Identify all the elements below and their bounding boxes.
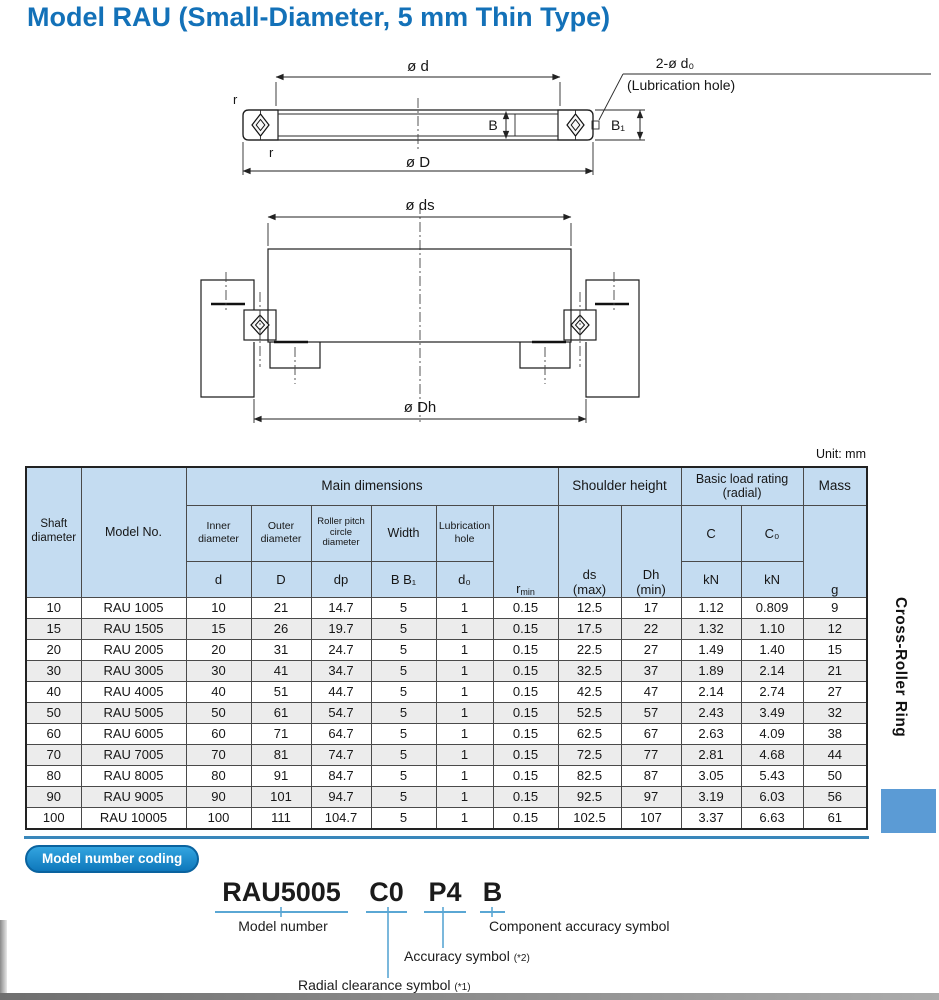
table-cell: 5 <box>371 765 436 786</box>
col-header-c: C <box>681 505 741 561</box>
accuracy-caption-text: Accuracy symbol <box>404 948 510 964</box>
table-cell: 102.5 <box>558 807 621 829</box>
table-cell: 5 <box>371 786 436 807</box>
table-cell: 27 <box>621 639 681 660</box>
dh-min-note: (min) <box>636 581 666 597</box>
table-cell: 21 <box>803 660 867 681</box>
table-cell: 12.5 <box>558 597 621 618</box>
table-cell: RAU 8005 <box>81 765 186 786</box>
dim-label-ds: ø ds <box>405 197 435 214</box>
col-header-grams: g <box>803 505 867 597</box>
component-accuracy-caption: Component accuracy symbol <box>489 918 670 934</box>
table-row <box>26 786 867 807</box>
model-number-coding-badge: Model number coding <box>25 845 199 873</box>
accuracy-caption-note: (*2) <box>513 953 530 964</box>
table-cell: 64.7 <box>311 723 371 744</box>
table-cell: RAU 6005 <box>81 723 186 744</box>
table-cell: 1.10 <box>741 618 803 639</box>
table-cell: 15 <box>26 618 81 639</box>
table-cell: 2.81 <box>681 744 741 765</box>
model-number-caption: Model number <box>238 918 328 934</box>
table-cell: 50 <box>186 702 251 723</box>
dim-label-d: ø d <box>407 58 429 75</box>
table-cell: 10 <box>26 597 81 618</box>
table-cell: 70 <box>26 744 81 765</box>
table-row <box>26 765 867 786</box>
table-cell: 0.15 <box>493 765 558 786</box>
table-cell: 82.5 <box>558 765 621 786</box>
table-cell: 5 <box>371 681 436 702</box>
table-cell: 3.49 <box>741 702 803 723</box>
table-cell: 5 <box>371 597 436 618</box>
unit-label: Unit: mm <box>816 447 866 461</box>
spec-table-body <box>26 597 867 829</box>
table-cell: 40 <box>186 681 251 702</box>
spec-table-wrap <box>25 466 868 830</box>
spec-table <box>25 466 868 830</box>
model-code-segment-component: B <box>480 877 505 913</box>
table-cell: 20 <box>26 639 81 660</box>
roller-symbol-right <box>567 110 584 140</box>
table-cell: RAU 1505 <box>81 618 186 639</box>
table-row <box>26 681 867 702</box>
table-cell: 4.68 <box>741 744 803 765</box>
table-cell: 0.15 <box>493 744 558 765</box>
table-cell: 17 <box>621 597 681 618</box>
table-cell: 47 <box>621 681 681 702</box>
col-header-shoulder-height: Shoulder height <box>558 467 681 505</box>
table-cell: 10 <box>186 597 251 618</box>
col-header-shaft-diameter: Shaft diameter <box>26 467 81 597</box>
table-cell: 9 <box>803 597 867 618</box>
table-cell: 2.74 <box>741 681 803 702</box>
table-cell: 0.15 <box>493 639 558 660</box>
table-cell: 77 <box>621 744 681 765</box>
table-cell: 104.7 <box>311 807 371 829</box>
dim-label-D: ø D <box>405 154 431 171</box>
table-cell: 50 <box>26 702 81 723</box>
table-cell: 32 <box>803 702 867 723</box>
table-cell: 37 <box>621 660 681 681</box>
table-cell: 1.49 <box>681 639 741 660</box>
table-cell: 60 <box>186 723 251 744</box>
table-cell: 5 <box>371 723 436 744</box>
table-cell: 2.43 <box>681 702 741 723</box>
table-cell: 17.5 <box>558 618 621 639</box>
table-cell: 12 <box>803 618 867 639</box>
table-cell: 1.32 <box>681 618 741 639</box>
table-cell: 61 <box>803 807 867 829</box>
model-code-segment-clearance: C0 <box>366 877 407 913</box>
table-cell: 30 <box>186 660 251 681</box>
table-cell: 1 <box>436 807 493 829</box>
table-cell: 15 <box>803 639 867 660</box>
table-cell: 6.63 <box>741 807 803 829</box>
table-cell: 91 <box>251 765 311 786</box>
ds-max-note: (max) <box>572 581 607 597</box>
table-cell: 90 <box>186 786 251 807</box>
ring-cross-section-diagram <box>225 40 939 190</box>
table-cell: 1.89 <box>681 660 741 681</box>
radial-caption-text: Radial clearance symbol <box>298 977 451 993</box>
table-cell: 54.7 <box>311 702 371 723</box>
table-cell: 2.14 <box>681 681 741 702</box>
table-cell: RAU 10005 <box>81 807 186 829</box>
radial-caption-note: (*1) <box>454 982 471 993</box>
table-row <box>26 639 867 660</box>
table-cell: 1 <box>436 639 493 660</box>
table-cell: 5 <box>371 807 436 829</box>
table-cell: 1 <box>436 744 493 765</box>
table-cell: 0.809 <box>741 597 803 618</box>
col-header-model-no: Model No. <box>81 467 186 597</box>
table-cell: 5 <box>371 618 436 639</box>
roller-symbol-left <box>252 110 269 140</box>
table-cell: 3.05 <box>681 765 741 786</box>
table-cell: 61 <box>251 702 311 723</box>
col-header-lubrication-hole: Lubrication hole <box>436 505 493 561</box>
accuracy-caption <box>404 948 530 964</box>
lube-hole-label: 2-ø d₀ <box>655 55 695 71</box>
page-edge-shadow <box>0 993 939 1000</box>
table-cell: 60 <box>26 723 81 744</box>
model-code-segment-model: RAU5005 <box>215 877 348 913</box>
table-row <box>26 807 867 829</box>
table-cell: 44 <box>803 744 867 765</box>
table-cell: 80 <box>26 765 81 786</box>
table-cell: 0.15 <box>493 660 558 681</box>
table-cell: 1 <box>436 597 493 618</box>
table-cell: 22.5 <box>558 639 621 660</box>
table-cell: 44.7 <box>311 681 371 702</box>
dim-label-B: B <box>488 117 498 133</box>
col-header-ds-max <box>558 505 621 597</box>
table-cell: 87 <box>621 765 681 786</box>
table-cell: 111 <box>251 807 311 829</box>
table-cell: 1 <box>436 660 493 681</box>
table-row <box>26 702 867 723</box>
r-label-top: r <box>233 92 238 107</box>
table-cell: 14.7 <box>311 597 371 618</box>
table-cell: RAU 2005 <box>81 639 186 660</box>
table-cell: 15 <box>186 618 251 639</box>
table-cell: 71 <box>251 723 311 744</box>
side-tab-marker <box>881 789 936 833</box>
table-cell: 0.15 <box>493 702 558 723</box>
table-cell: 62.5 <box>558 723 621 744</box>
table-row <box>26 744 867 765</box>
table-cell: 2.14 <box>741 660 803 681</box>
table-cell: 67 <box>621 723 681 744</box>
table-cell: 50 <box>803 765 867 786</box>
table-cell: 84.7 <box>311 765 371 786</box>
table-cell: 40 <box>26 681 81 702</box>
table-cell: 34.7 <box>311 660 371 681</box>
table-row <box>26 618 867 639</box>
table-cell: 31 <box>251 639 311 660</box>
table-cell: RAU 4005 <box>81 681 186 702</box>
r-label-bottom: r <box>269 145 274 160</box>
table-cell: 30 <box>26 660 81 681</box>
side-tab-label: Cross-Roller Ring <box>892 597 909 738</box>
table-cell: 22 <box>621 618 681 639</box>
col-header-basic-load-rating: Basic load rating (radial) <box>681 467 803 505</box>
col-header-outer-diameter: Outer diameter <box>251 505 311 561</box>
table-cell: 72.5 <box>558 744 621 765</box>
table-cell: 80 <box>186 765 251 786</box>
table-cell: 97 <box>621 786 681 807</box>
table-cell: 51 <box>251 681 311 702</box>
table-cell: 100 <box>186 807 251 829</box>
table-cell: 24.7 <box>311 639 371 660</box>
table-cell: 42.5 <box>558 681 621 702</box>
dim-label-B1: B₁ <box>610 117 626 133</box>
table-cell: 107 <box>621 807 681 829</box>
table-cell: 90 <box>26 786 81 807</box>
r-symbol: r <box>516 580 521 596</box>
lube-hole-sublabel: (Lubrication hole) <box>627 77 736 93</box>
col-header-c0: C₀ <box>741 505 803 561</box>
table-cell: 101 <box>251 786 311 807</box>
col-symbol-d: d <box>186 561 251 597</box>
table-cell: 0.15 <box>493 597 558 618</box>
table-cell: 6.03 <box>741 786 803 807</box>
table-cell: 26 <box>251 618 311 639</box>
table-cell: 3.19 <box>681 786 741 807</box>
radial-clearance-caption <box>298 977 471 993</box>
model-code-segment-accuracy: P4 <box>424 877 466 913</box>
table-cell: RAU 9005 <box>81 786 186 807</box>
col-symbol-D: D <box>251 561 311 597</box>
col-symbol-dp: dp <box>311 561 371 597</box>
table-cell: 19.7 <box>311 618 371 639</box>
table-row <box>26 597 867 618</box>
dh-symbol: Dh <box>642 566 660 582</box>
r-min-subscript: min <box>520 586 535 597</box>
table-cell: 5.43 <box>741 765 803 786</box>
table-cell: 56 <box>803 786 867 807</box>
table-cell: 52.5 <box>558 702 621 723</box>
col-header-dh-min <box>621 505 681 597</box>
table-cell: RAU 1005 <box>81 597 186 618</box>
table-cell: 4.09 <box>741 723 803 744</box>
table-row <box>26 660 867 681</box>
table-cell: 2.63 <box>681 723 741 744</box>
table-cell: 74.7 <box>311 744 371 765</box>
table-cell: 5 <box>371 744 436 765</box>
housing-mount-diagram <box>148 192 700 432</box>
page-edge-left-shadow <box>0 920 7 1000</box>
table-cell: 1 <box>436 786 493 807</box>
col-symbol-d0: d₀ <box>436 561 493 597</box>
table-cell: 5 <box>371 639 436 660</box>
table-cell: 3.37 <box>681 807 741 829</box>
table-cell: 0.15 <box>493 681 558 702</box>
table-cell: 1 <box>436 765 493 786</box>
table-cell: 1.12 <box>681 597 741 618</box>
table-cell: 1 <box>436 681 493 702</box>
table-cell: 41 <box>251 660 311 681</box>
table-cell: 0.15 <box>493 807 558 829</box>
table-cell: 1.40 <box>741 639 803 660</box>
table-cell: 1 <box>436 702 493 723</box>
col-unit-kn-c0: kN <box>741 561 803 597</box>
table-cell: 70 <box>186 744 251 765</box>
table-cell: 92.5 <box>558 786 621 807</box>
col-header-roller-pitch: Roller pitch circle diameter <box>311 505 371 561</box>
table-cell: 0.15 <box>493 723 558 744</box>
table-cell: 0.15 <box>493 786 558 807</box>
table-cell: 27 <box>803 681 867 702</box>
col-header-main-dimensions: Main dimensions <box>186 467 558 505</box>
table-footer-rule <box>24 836 869 839</box>
table-cell: 81 <box>251 744 311 765</box>
table-cell: 1 <box>436 618 493 639</box>
table-cell: 20 <box>186 639 251 660</box>
ds-symbol: ds <box>582 566 597 582</box>
col-header-width: Width <box>371 505 436 561</box>
col-header-mass: Mass <box>803 467 867 505</box>
table-cell: RAU 7005 <box>81 744 186 765</box>
col-header-inner-diameter: Inner diameter <box>186 505 251 561</box>
table-cell: 57 <box>621 702 681 723</box>
col-header-r-min <box>493 505 558 597</box>
page-title: Model RAU (Small-Diameter, 5 mm Thin Type) <box>27 2 611 32</box>
table-cell: 5 <box>371 660 436 681</box>
table-cell: 32.5 <box>558 660 621 681</box>
table-cell: 5 <box>371 702 436 723</box>
table-cell: RAU 3005 <box>81 660 186 681</box>
table-cell: 94.7 <box>311 786 371 807</box>
table-cell: 0.15 <box>493 618 558 639</box>
col-symbol-B-B1: B B₁ <box>371 561 436 597</box>
table-cell: 21 <box>251 597 311 618</box>
col-unit-kn-c: kN <box>681 561 741 597</box>
table-cell: 100 <box>26 807 81 829</box>
dim-label-Dh: ø Dh <box>403 399 437 416</box>
table-cell: RAU 5005 <box>81 702 186 723</box>
table-cell: 38 <box>803 723 867 744</box>
table-row <box>26 723 867 744</box>
table-cell: 1 <box>436 723 493 744</box>
